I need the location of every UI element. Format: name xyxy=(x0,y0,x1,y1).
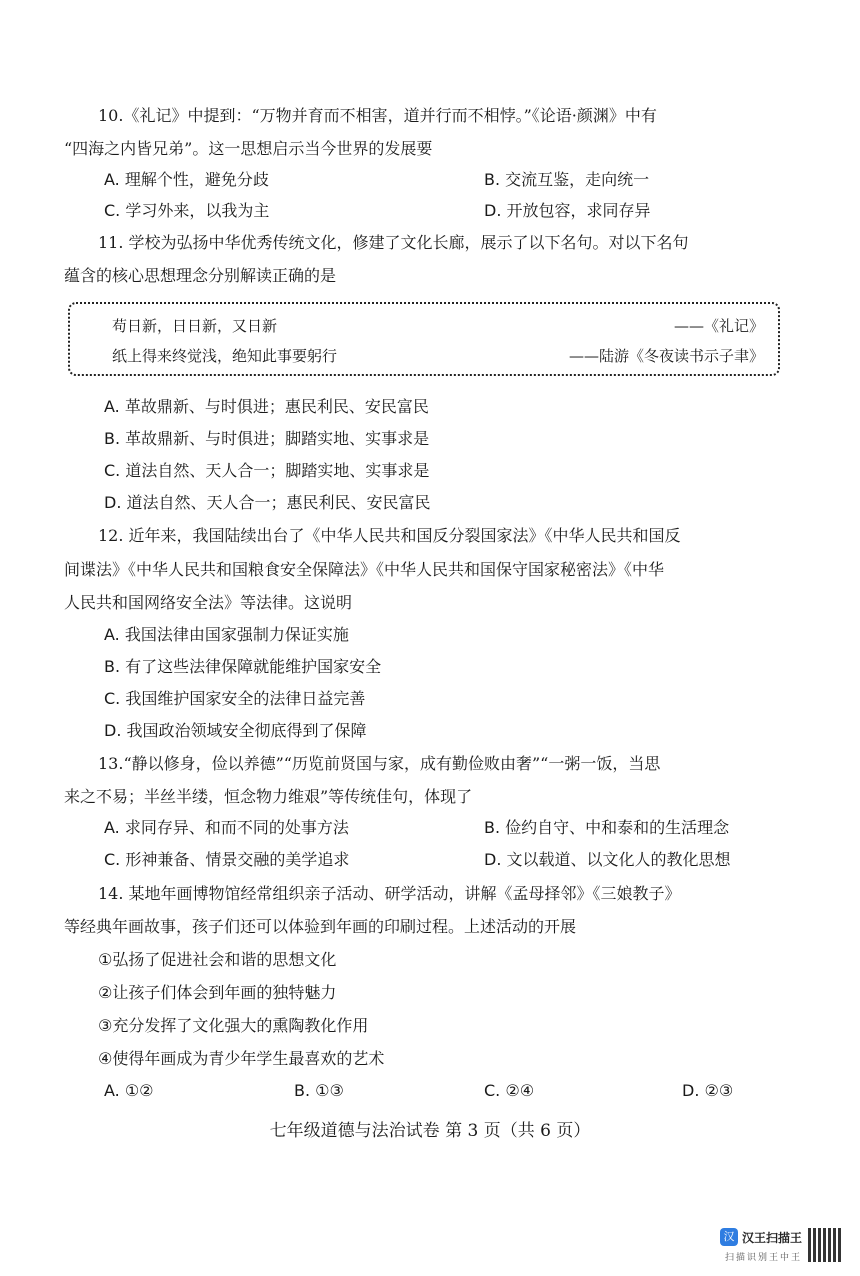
q10-option-c: C. 学习外来，以我为主 xyxy=(104,201,270,220)
q14-statement-3: ③充分发挥了文化强大的熏陶教化作用 xyxy=(98,1016,369,1035)
q14-option-d: D. ②③ xyxy=(682,1081,734,1100)
q12-option-c: C. 我国维护国家安全的法律日益完善 xyxy=(104,689,366,708)
quote-2-source: ——陆游《冬夜读书示子聿》 xyxy=(568,347,764,365)
q11-option-a: A. 革故鼎新、与时俱进；惠民利民、安民富民 xyxy=(104,397,429,416)
scanner-logo-title: 汉王扫描王 xyxy=(741,1230,802,1245)
q14-stem-line1: 14. 某地年画博物馆经常组织亲子活动、研学活动，讲解《孟母择邻》《三娘教子》 xyxy=(98,884,681,903)
q13-option-a: A. 求同存异、和而不同的处事方法 xyxy=(104,818,349,837)
page-footer: 七年级道德与法治试卷 第 3 页（共 6 页） xyxy=(269,1121,591,1141)
q10-stem-line1: 10.《礼记》中提到：“万物并育而不相害，道并行而不相悖。”《论语·颜渊》中有 xyxy=(98,106,657,125)
q11-option-c: C. 道法自然、天人合一；脚踏实地、实事求是 xyxy=(104,461,430,480)
q14-option-a: A. ①② xyxy=(104,1081,154,1100)
q12-option-a: A. 我国法律由国家强制力保证实施 xyxy=(104,625,349,644)
q14-option-b: B. ①③ xyxy=(294,1081,344,1100)
q13-stem-line2: 来之不易；半丝半缕，恒念物力维艰”等传统佳句，体现了 xyxy=(64,787,473,806)
q12-stem-line1: 12. 近年来，我国陆续出台了《中华人民共和国反分裂国家法》《中华人民共和国反 xyxy=(98,526,681,545)
q12-option-b: B. 有了这些法律保障就能维护国家安全 xyxy=(104,657,382,676)
scanner-watermark xyxy=(720,1228,802,1246)
q13-option-c: C. 形神兼备、情景交融的美学追求 xyxy=(104,850,350,869)
q14-statement-1: ①弘扬了促进社会和谐的思想文化 xyxy=(98,950,337,969)
quote-1-source: ——《礼记》 xyxy=(673,317,764,335)
q14-statement-2: ②让孩子们体会到年画的独特魅力 xyxy=(98,983,337,1002)
q13-option-d: D. 文以载道、以文化人的教化思想 xyxy=(484,850,731,869)
quote-2-text: 纸上得来终觉浅，绝知此事要躬行 xyxy=(112,347,338,365)
q11-stem-line2: 蕴含的核心思想理念分别解读正确的是 xyxy=(64,266,337,285)
q13-stem-line1: 13.“静以修身，俭以养德”“历览前贤国与家，成有勤俭败由奢”“一粥一饭，当思 xyxy=(98,754,661,773)
q10-stem-line2: “四海之内皆兄弟”。这一思想启示当今世界的发展要 xyxy=(64,139,433,158)
scanner-logo-subtitle: 扫描识别王中王 xyxy=(724,1253,802,1263)
quote-1-text: 苟日新，日日新，又日新 xyxy=(112,317,278,335)
q13-option-b: B. 俭约自守、中和泰和的生活理念 xyxy=(484,818,730,837)
q10-option-b: B. 交流互鉴，走向统一 xyxy=(484,170,650,189)
q10-option-a: A. 理解个性，避免分歧 xyxy=(104,170,269,189)
q11-option-d: D. 道法自然、天人合一；惠民利民、安民富民 xyxy=(104,493,431,512)
q14-statement-4: ④使得年画成为青少年学生最喜欢的艺术 xyxy=(98,1049,385,1068)
quote-box xyxy=(68,302,780,376)
q11-stem-line1: 11. 学校为弘扬中华优秀传统文化，修建了文化长廊，展示了以下名句。对以下名句 xyxy=(98,233,689,252)
q12-option-d: D. 我国政治领域安全彻底得到了保障 xyxy=(104,721,367,740)
q11-option-b: B. 革故鼎新、与时俱进；脚踏实地、实事求是 xyxy=(104,429,430,448)
q14-stem-line2: 等经典年画故事，孩子们还可以体验到年画的印刷过程。上述活动的开展 xyxy=(64,917,577,936)
scanner-logo-icon: 汉 xyxy=(720,1228,738,1246)
q14-option-c: C. ②④ xyxy=(484,1081,535,1100)
q12-stem-line3: 人民共和国网络安全法》等法律。这说明 xyxy=(64,593,353,612)
q12-stem-line2: 间谍法》《中华人民共和国粮食安全保障法》《中华人民共和国保守国家秘密法》《中华 xyxy=(64,560,665,579)
qr-code-icon xyxy=(808,1228,842,1262)
q10-option-d: D. 开放包容，求同存异 xyxy=(484,201,651,220)
